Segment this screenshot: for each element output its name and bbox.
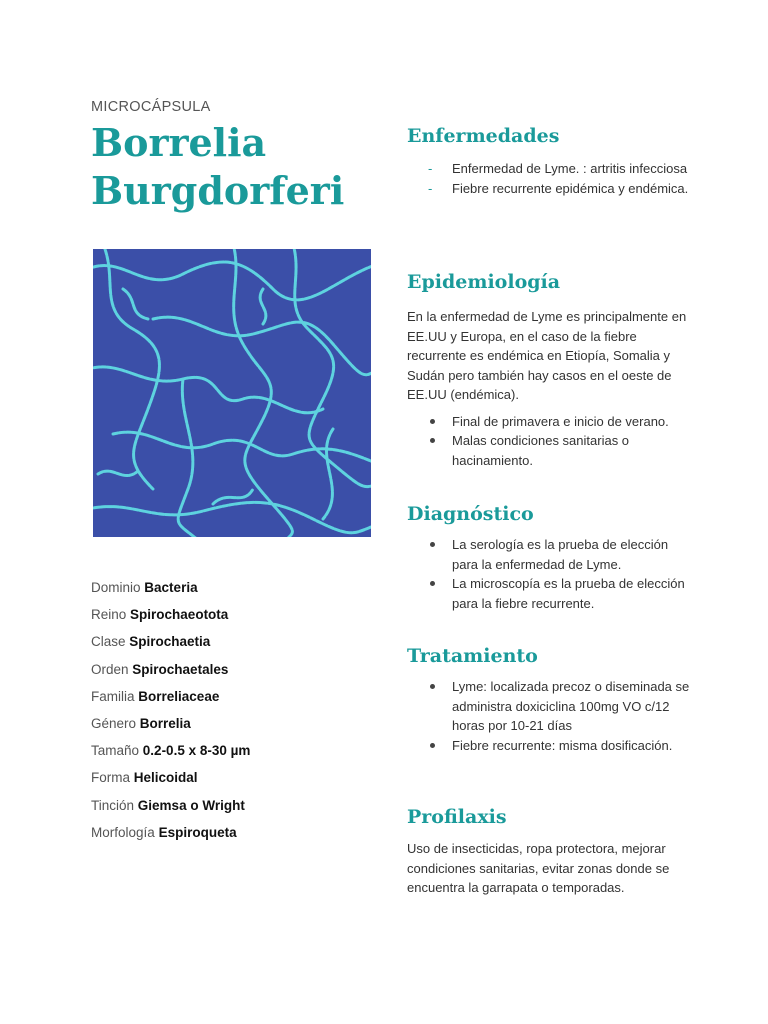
list-item-text: La microscopía es la prueba de elección para la fiebre recurrente.: [452, 576, 685, 611]
dot-bullet-icon: [430, 419, 435, 424]
list-item-text: Enfermedad de Lyme. : artritis infecciosa: [452, 161, 688, 176]
epidemiologia-text: En la enfermedad de Lyme es principalmente en EE.UU y Europa, en el caso de la fiebre recurrente es endémica en Etiopía, Somalia y Sudán pero también hay casos en el oeste de EE.UU (endémica).: [407, 309, 687, 402]
section-diagnostico: [407, 502, 692, 613]
dot-bullet-icon: [430, 438, 435, 443]
section-tratamiento: [407, 644, 692, 755]
taxonomy-item: [91, 819, 381, 846]
tratamiento-list: [407, 677, 692, 755]
taxonomy-item: [91, 601, 381, 628]
taxonomy-list: [91, 574, 381, 846]
taxonomy-value: 0.2-0.5 x 8-30 µm: [142, 743, 251, 759]
list-item-text: Fiebre recurrente: misma dosificación.: [452, 737, 673, 753]
taxonomy-item: [91, 656, 381, 683]
diagnostico-list: [407, 535, 692, 613]
taxonomy-label: Morfología: [91, 824, 155, 840]
section-enfermedades: [407, 124, 692, 198]
title-block: [91, 98, 381, 215]
list-item: [407, 574, 692, 613]
list-item: [407, 431, 692, 470]
taxonomy-value: Borreliaceae: [138, 688, 220, 704]
epidemiologia-list: [407, 412, 692, 471]
taxonomy-item: [91, 574, 381, 601]
spirochete-illustration: [93, 249, 371, 537]
taxonomy-value: Espiroqueta: [158, 824, 237, 840]
section-title-profilaxis: Profilaxis: [407, 806, 507, 828]
section-title-enfermedades: Enfermedades: [407, 125, 560, 147]
enfermedades-list: [407, 159, 692, 198]
list-item-text: Malas condiciones sanitarias o hacinamiento.: [452, 433, 630, 468]
list-item-text: Fiebre recurrente epidémica y endémica.: [452, 180, 689, 196]
section-title-tratamiento: Tratamiento: [407, 645, 538, 667]
list-item-text: Final de primavera e inicio de verano.: [452, 413, 669, 429]
taxonomy-item: [91, 628, 381, 655]
dot-bullet-icon: [430, 743, 435, 748]
dot-bullet-icon: [430, 542, 435, 547]
taxonomy-value: Spirochaetia: [129, 634, 211, 650]
kicker: MICROCÁPSULA: [91, 99, 211, 115]
title-line-2: Burgdorferi: [91, 168, 345, 213]
taxonomy-item: [91, 764, 381, 791]
taxonomy-label: Género: [91, 716, 137, 732]
list-item-text: Lyme: localizada precoz o diseminada se administra doxiciclina 100mg VO c/12 horas por 10-21 días: [452, 679, 690, 733]
taxonomy-label: Tinción: [91, 797, 135, 813]
taxonomy-value: Spirochaetales: [132, 661, 229, 677]
list-item: [407, 412, 692, 432]
taxonomy-label: Clase: [91, 634, 126, 650]
list-item-text: La serología es la prueba de elección para la enfermedad de Lyme.: [452, 537, 669, 572]
section-epidemiologia: [407, 270, 692, 470]
taxonomy-item: [91, 737, 381, 764]
taxonomy-item: [91, 792, 381, 819]
list-item: [407, 677, 692, 736]
title-line-1: Borrelia: [91, 120, 267, 165]
list-item: [407, 159, 692, 179]
profilaxis-text: Uso de insecticidas, ropa protectora, mejorar condiciones sanitarias, evitar zonas donde se encuentra la garrapata o temporadas.: [407, 841, 670, 895]
taxonomy-value: Bacteria: [144, 580, 198, 595]
taxonomy-label: Orden: [91, 661, 129, 677]
taxonomy-value: Giemsa o Wright: [137, 797, 245, 813]
dot-bullet-icon: [430, 581, 435, 586]
taxonomy-label: Reino: [91, 607, 127, 623]
list-item: [407, 736, 692, 756]
taxonomy-value: Borrelia: [139, 716, 191, 732]
list-item: [407, 179, 692, 199]
dash-bullet-icon: -: [428, 180, 433, 196]
taxonomy-label: Tamaño: [91, 743, 140, 759]
page-title: [91, 119, 381, 215]
taxonomy-value: Helicoidal: [133, 770, 198, 786]
taxonomy-label: Forma: [91, 770, 131, 786]
dash-bullet-icon: -: [428, 161, 433, 176]
taxonomy-label: Dominio: [91, 580, 141, 595]
bacteria-micrograph: [93, 249, 371, 537]
section-profilaxis: [407, 805, 692, 898]
section-title-diagnostico: Diagnóstico: [407, 503, 534, 525]
taxonomy-item: [91, 710, 381, 737]
taxonomy-value: Spirochaeotota: [130, 607, 229, 623]
taxonomy-label: Familia: [91, 688, 135, 704]
taxonomy-item: [91, 683, 381, 710]
section-title-epidemiologia: Epidemiología: [407, 271, 561, 293]
list-item: [407, 535, 692, 574]
dot-bullet-icon: [430, 684, 435, 689]
